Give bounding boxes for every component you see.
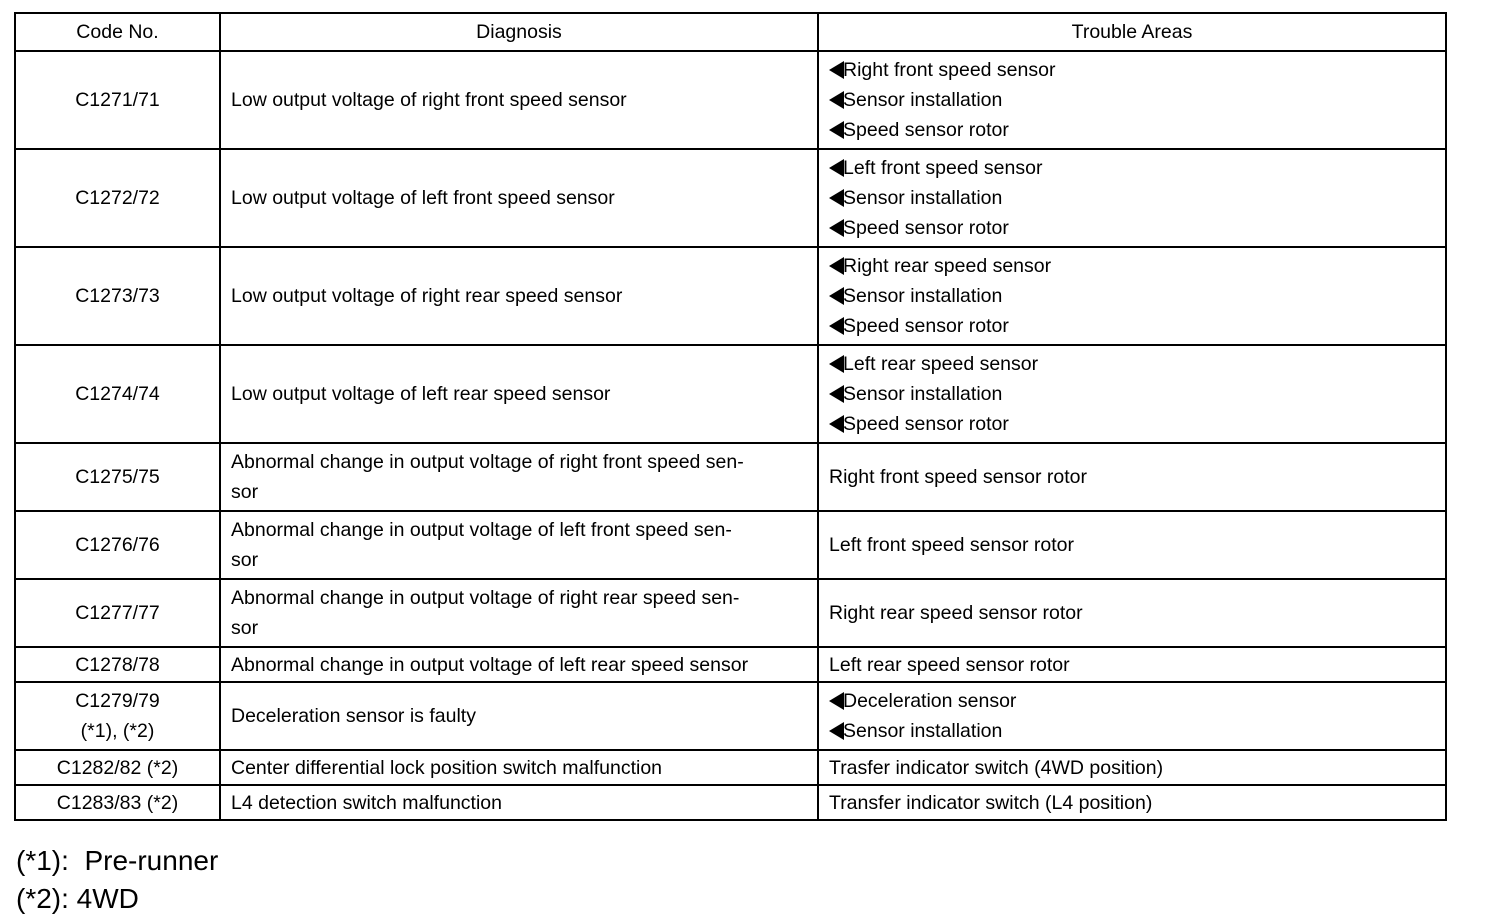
diagnosis-text: L4 detection switch malfunction	[231, 791, 502, 814]
trouble-area-item	[829, 349, 1435, 379]
diagnosis-cell	[220, 647, 818, 682]
trouble-area-text: Sensor installation	[843, 720, 1003, 742]
footnote-pre-runner: (*1): Pre-runner	[16, 845, 219, 876]
trouble-area-item	[829, 598, 1435, 628]
diagnosis-text: Deceleration sensor is faulty	[231, 705, 476, 727]
diagnosis-cell	[220, 443, 818, 511]
table-row	[15, 647, 1446, 682]
table-row	[15, 345, 1446, 443]
trouble-areas-cell	[818, 443, 1446, 511]
diagnosis-text: sor	[231, 549, 259, 571]
trouble-areas-cell	[818, 579, 1446, 647]
footnotes	[16, 842, 218, 918]
code-cell	[15, 511, 220, 579]
trouble-area-text: Right rear speed sensor rotor	[829, 602, 1083, 624]
diagnosis-text: Abnormal change in output voltage of right front speed sen-	[231, 451, 744, 473]
code-text: C1276/76	[75, 534, 160, 556]
trouble-areas-cell	[818, 682, 1446, 750]
triangle-bullet-icon	[829, 722, 844, 740]
table-body	[15, 51, 1446, 820]
code-text: C1271/71	[75, 89, 160, 111]
trouble-area-text: Left rear speed sensor rotor	[829, 653, 1070, 676]
trouble-area-text: Left rear speed sensor	[843, 353, 1039, 375]
trouble-area-item	[829, 251, 1435, 281]
code-cell	[15, 149, 220, 247]
trouble-area-item	[829, 462, 1435, 492]
trouble-areas-cell	[818, 345, 1446, 443]
code-cell	[15, 345, 220, 443]
trouble-area-text: Sensor installation	[843, 383, 1003, 405]
trouble-area-item	[829, 85, 1435, 115]
table-row	[15, 785, 1446, 820]
trouble-area-text: Speed sensor rotor	[843, 217, 1009, 239]
trouble-areas-cell	[818, 785, 1446, 820]
footnote-4wd: (*2): 4WD	[16, 883, 139, 914]
trouble-area-text: Right front speed sensor	[843, 59, 1056, 81]
trouble-area-text: Speed sensor rotor	[843, 119, 1009, 141]
trouble-area-text: Speed sensor rotor	[843, 413, 1009, 435]
trouble-area-item	[829, 281, 1435, 311]
trouble-areas-cell	[818, 149, 1446, 247]
trouble-areas-cell	[818, 647, 1446, 682]
trouble-area-item	[829, 716, 1435, 746]
diagnosis-cell	[220, 247, 818, 345]
diagnostic-trouble-code-table	[14, 12, 1447, 821]
trouble-area-item	[829, 686, 1435, 716]
code-cell	[15, 247, 220, 345]
diagnosis-text: Abnormal change in output voltage of right rear speed sen-	[231, 587, 740, 609]
header-diagnosis: Diagnosis	[220, 13, 818, 51]
trouble-area-text: Speed sensor rotor	[843, 315, 1009, 337]
diagnosis-cell	[220, 345, 818, 443]
trouble-area-text: Deceleration sensor	[843, 690, 1017, 712]
diagnosis-text: Low output voltage of left front speed sensor	[231, 187, 615, 209]
trouble-area-item	[829, 55, 1435, 85]
diagnosis-cell	[220, 511, 818, 579]
trouble-areas-cell	[818, 51, 1446, 149]
code-text: C1274/74	[75, 383, 160, 405]
diagnosis-text: sor	[231, 481, 259, 503]
trouble-area-item	[829, 379, 1435, 409]
trouble-area-text: Transfer indicator switch (L4 position)	[829, 791, 1153, 814]
triangle-bullet-icon	[829, 257, 844, 275]
trouble-area-text: Right rear speed sensor	[843, 255, 1052, 277]
code-cell	[15, 682, 220, 750]
table-row	[15, 247, 1446, 345]
triangle-bullet-icon	[829, 61, 844, 79]
trouble-area-item	[829, 153, 1435, 183]
diagnosis-text: Low output voltage of left rear speed sensor	[231, 383, 611, 405]
table-header-row	[15, 13, 1446, 51]
code-cell	[15, 579, 220, 647]
diagnosis-text: Low output voltage of right rear speed sensor	[231, 285, 623, 307]
diagnosis-text: sor	[231, 617, 259, 639]
triangle-bullet-icon	[829, 415, 844, 433]
diagnosis-cell	[220, 750, 818, 785]
trouble-areas-cell	[818, 750, 1446, 785]
trouble-area-text: Sensor installation	[843, 285, 1003, 307]
trouble-area-text: Left front speed sensor	[843, 157, 1043, 179]
triangle-bullet-icon	[829, 219, 844, 237]
trouble-area-text: Left front speed sensor rotor	[829, 534, 1074, 556]
trouble-area-item	[829, 530, 1435, 560]
code-text: C1283/83 (*2)	[56, 791, 179, 814]
code-text: C1273/73	[75, 285, 160, 307]
diagnosis-cell	[220, 149, 818, 247]
trouble-area-item	[829, 213, 1435, 243]
code-cell	[15, 443, 220, 511]
code-text: C1282/82 (*2)	[56, 756, 179, 779]
triangle-bullet-icon	[829, 189, 844, 207]
trouble-area-item	[829, 311, 1435, 341]
table-row	[15, 149, 1446, 247]
triangle-bullet-icon	[829, 385, 844, 403]
diagnosis-text: Abnormal change in output voltage of left rear speed sensor	[231, 653, 749, 676]
trouble-area-item	[829, 652, 1435, 678]
header-trouble-areas: Trouble Areas	[818, 13, 1446, 51]
table-row	[15, 579, 1446, 647]
code-text: (*1), (*2)	[80, 720, 155, 742]
diagnosis-text: Center differential lock position switch malfunction	[231, 756, 663, 779]
triangle-bullet-icon	[829, 159, 844, 177]
diagnosis-cell	[220, 51, 818, 149]
triangle-bullet-icon	[829, 287, 844, 305]
table-row	[15, 750, 1446, 785]
code-cell	[15, 51, 220, 149]
header-code-no: Code No.	[15, 13, 220, 51]
triangle-bullet-icon	[829, 121, 844, 139]
trouble-area-text: Sensor installation	[843, 89, 1003, 111]
diagnosis-cell	[220, 579, 818, 647]
diagnosis-text: Abnormal change in output voltage of left front speed sen-	[231, 519, 732, 541]
triangle-bullet-icon	[829, 692, 844, 710]
code-cell	[15, 785, 220, 820]
trouble-area-text: Right front speed sensor rotor	[829, 466, 1087, 488]
trouble-area-text: Sensor installation	[843, 187, 1003, 209]
code-cell	[15, 647, 220, 682]
trouble-area-item	[829, 183, 1435, 213]
table-row	[15, 51, 1446, 149]
code-text: C1275/75	[75, 466, 160, 488]
code-cell	[15, 750, 220, 785]
trouble-area-item	[829, 790, 1435, 816]
triangle-bullet-icon	[829, 355, 844, 373]
trouble-areas-cell	[818, 511, 1446, 579]
diagnosis-text: Low output voltage of right front speed sensor	[231, 89, 627, 111]
trouble-areas-cell	[818, 247, 1446, 345]
diagnosis-cell	[220, 785, 818, 820]
triangle-bullet-icon	[829, 91, 844, 109]
code-text: C1272/72	[75, 187, 160, 209]
trouble-area-text: Trasfer indicator switch (4WD position)	[829, 756, 1164, 779]
trouble-area-item	[829, 755, 1435, 781]
table-row	[15, 443, 1446, 511]
triangle-bullet-icon	[829, 317, 844, 335]
code-text: C1277/77	[75, 602, 160, 624]
table-row	[15, 511, 1446, 579]
trouble-area-item	[829, 115, 1435, 145]
trouble-area-item	[829, 409, 1435, 439]
code-text: C1278/78	[75, 653, 160, 676]
diagnosis-cell	[220, 682, 818, 750]
table-row	[15, 682, 1446, 750]
code-text: C1279/79	[75, 690, 160, 712]
